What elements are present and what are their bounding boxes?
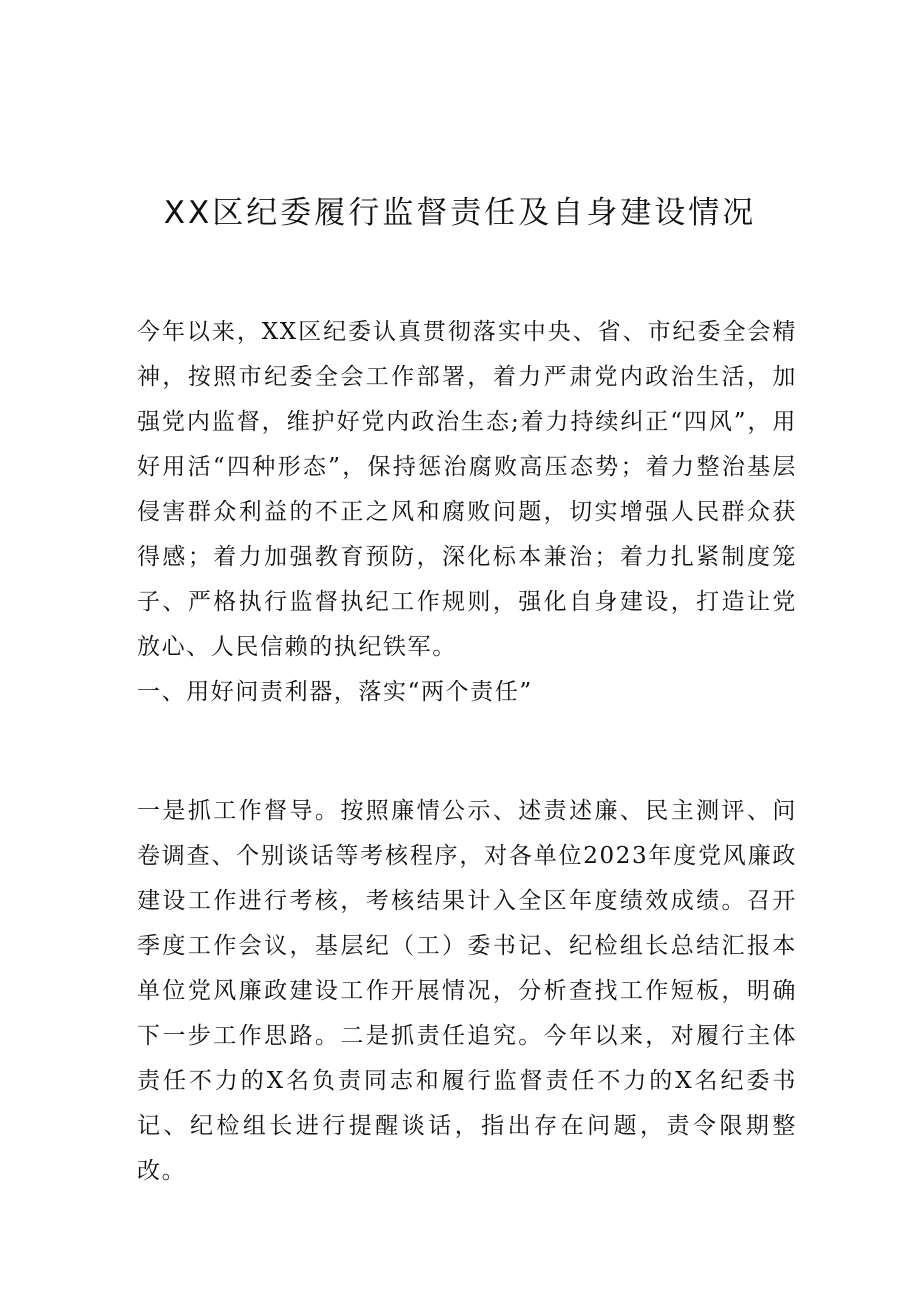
document-title: XX区纪委履行监督责任及自身建设情况 [163, 195, 757, 231]
section-heading: 一、用好问责利器，落实“两个责任” [137, 679, 533, 705]
section-body-paragraph: 一是抓工作督导。按照廉情公示、述责述廉、民主测评、问卷调查、个别谈话等考核程序，对各单位2023年度党风廉政建设工作进行考核，考核结果计入全区年度绩效成绩。召开季度工作会议，基层纪（工）委书记、纪检组长总结汇报本单位党风廉政建设工作开展情况，分析查找工作短板，明确下一步工作思路。二是抓责任追究。今年以来，对履行主体责任不力的X名负责同志和履行监督责任不力的X名纪委书记、纪检组长进行提醒谈话，指出存在问题，责令限期整改。 [137, 798, 797, 1184]
intro-paragraph: 今年以来，XX区纪委认真贯彻落实中央、省、市纪委全会精神，按照市纪委全会工作部署，着力严肃党内政治生活，加强党内监督，维护好党内政治生态;着力持续纠正“四风”，用好用活“四种形态”，保持惩治腐败高压态势；着力整治基层侵害群众利益的不正之风和腐败问题，切实增强人民群众获得感；着力加强教育预防，深化标本兼治；着力扎紧制度笼子、严格执行监督执纪工作规则，强化自身建设，打造让党放心、人民信赖的执纪铁军。 [137, 319, 797, 660]
